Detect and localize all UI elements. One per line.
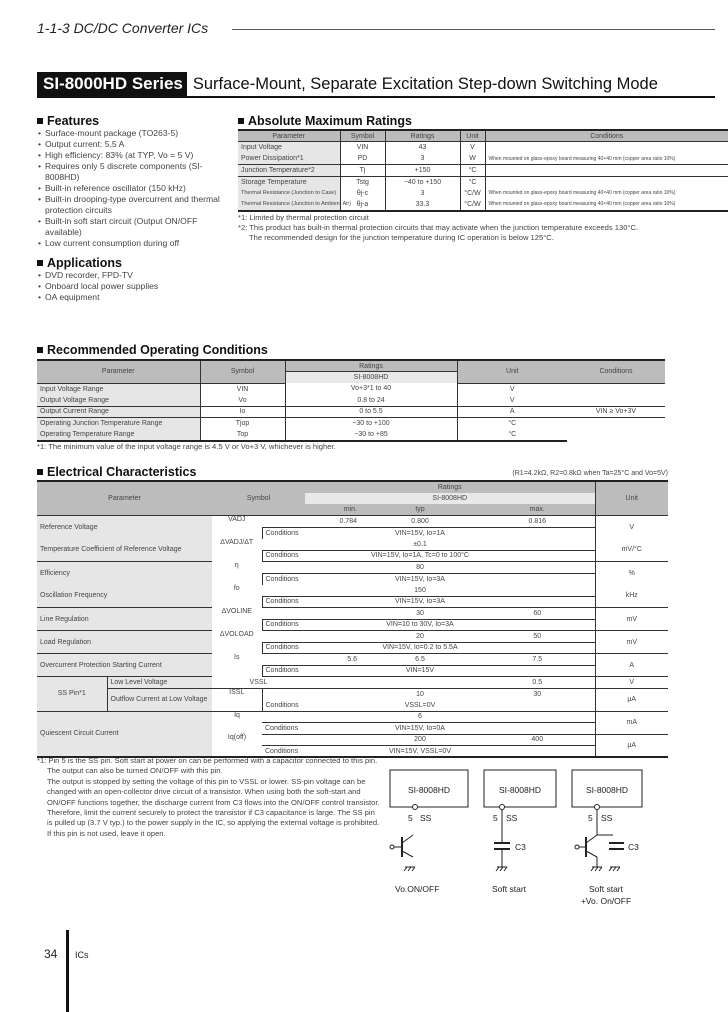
conditions-label: Conditions [262,619,305,631]
table-row [238,188,728,200]
series-name: SI-8000HD Series [37,72,187,96]
pin-terminal-icon [595,805,600,810]
min-value: 5.6 [305,654,360,666]
table-cell: Tjop [200,418,285,430]
table-cell: 0.8 to 24 [285,395,457,407]
symbol: ΔVADJ/ΔT [220,538,254,546]
ss-pin-circuits [380,765,680,910]
rec-op-section [37,343,677,452]
min-value [305,539,360,551]
feature-item: • Requires only 5 discrete components (SI-8008HD) [37,161,232,183]
table-cell [480,550,595,562]
conditions-value: VIN=15V [360,665,480,677]
conditions-label: Conditions [262,700,305,712]
table-cell: Output Current Range [37,406,200,418]
rec-op-table [37,359,665,442]
conditions-value: VIN=15V, Io=3A [360,596,480,608]
feature-item: • High efficiency: 83% (at TYP, Vo = 5 V) [37,150,232,161]
table-cell [485,165,728,177]
table-cell: Tj [340,165,385,177]
table-cell [262,654,305,666]
rec-op-note: *1: The minimum value of the input voltage range is 4.5 V or Vo+3 V, whichever is higher. [37,441,336,451]
features-heading: Features [37,114,232,128]
column-header: SI-8008HD [305,493,595,505]
table-row [37,395,665,407]
table-cell: V [457,383,567,395]
elec-heading: Electrical Characteristics [37,465,677,479]
table-row [238,153,728,165]
max-value: 400 [480,734,595,746]
transistor-capacitor-icon [575,810,624,871]
table-cell: °C/W [460,199,485,211]
transistor-icon [390,835,415,871]
typ-value: ±0.1 [360,539,480,551]
min-value: 0.784 [305,516,360,528]
circuit-caption: Vo.ON/OFF [395,884,440,894]
parameter-name: Quiescent Circuit Current [37,711,212,757]
ic-label: SI-8008HD [585,785,629,795]
typ-value: 200 [360,734,480,746]
conditions-label: Conditions [262,573,305,585]
parameter-name: Reference Voltage [37,516,212,539]
unit: mV [595,631,668,654]
column-header: SI-8008HD [285,372,457,384]
table-row [37,539,668,551]
features-section [37,114,232,303]
typ-value: 150 [360,585,480,597]
capacitor-label: C3 [515,842,526,852]
table-cell [480,746,595,758]
table-cell: °C [457,429,567,441]
table-cell: −30 to +85 [285,429,457,441]
parameter-name: SS Pin*1 [37,677,107,712]
column-header: Parameter [37,481,212,516]
conditions-value: VIN=15V, Io=1A, Tc=0 to 100°C [360,550,480,562]
page-number: 34 [44,947,58,961]
table-cell [262,516,305,528]
table-cell [305,619,360,631]
table-cell [262,608,305,620]
application-item: • DVD recorder, FPD-TV [37,270,232,281]
table-cell: Output Voltage Range [37,395,200,407]
feature-item: • Built-in reference oscillator (150 kHz) [37,183,232,194]
features-list [37,128,232,249]
pin-name: SS [506,813,518,823]
table-row [37,429,665,441]
table-row [238,199,728,211]
table-cell: °C [460,176,485,188]
table-cell [305,700,360,712]
symbol: VADJ [228,516,246,523]
table-row [37,562,668,574]
conditions-value: VIN=15V, Io=0.2 to 5.5A [360,642,480,654]
table-row [238,142,728,154]
table-cell: −30 to +100 [285,418,457,430]
table-cell [485,142,728,154]
pin-number: 5 [588,813,593,823]
table-cell: 43 [385,142,460,154]
table-cell: PD [340,153,385,165]
feature-item: • Built-in soft start circuit (Output ON/OFF available) [37,216,232,238]
table-cell: V [457,395,567,407]
table-cell [567,429,665,441]
symbol: Iq(off) [212,734,262,757]
circuit-caption: Soft start [588,884,624,894]
series-subtitle: Surface-Mount, Separate Excitation Step-down Switching Mode [192,75,658,93]
applications-heading: Applications [37,256,232,270]
parameter-name: Line Regulation [37,608,212,631]
max-value: 7.5 [480,654,595,666]
table-cell [305,723,360,735]
table-row [37,585,668,597]
table-cell [567,418,665,430]
column-header: Conditions [485,130,728,142]
column-header: Parameter [238,130,340,142]
pin-number: 5 [493,813,498,823]
application-item: • OA equipment [37,292,232,303]
table-row [37,383,665,395]
pin-name: SS [601,813,613,823]
footnote: The recommended design for the junction temperature during IC operation is below 125°C. [249,233,554,243]
elec-condition-note: (R1=4.2kΩ, R2=0.8kΩ when Ta=25°C and Vo=5V) [512,470,668,477]
max-value [480,585,595,597]
table-cell: −40 to +150 [385,176,460,188]
application-item: • Onboard local power supplies [37,281,232,292]
table-row [37,654,668,666]
applications-list [37,270,232,303]
ic-label: SI-8008HD [407,785,451,795]
table-cell [305,596,360,608]
table-cell: When mounted on glass-epoxy board measuring 40×40 mm (copper area ratio 10%) [485,153,728,165]
table-row [238,130,728,142]
max-value [480,539,595,551]
circuit-caption: Soft start [492,884,527,894]
table-row [37,631,668,643]
table-row [238,176,728,188]
title-bar [37,72,715,98]
max-value: 0.5 [480,677,595,689]
table-cell: θj-a [340,199,385,211]
conditions-value: VIN=15V, VSSL=0V [360,746,480,758]
table-cell: Thermal Resistance (Junction to Case) [238,188,340,200]
parameter-name: Load Regulation [37,631,212,654]
table-cell: °C [460,165,485,177]
symbol: fo [233,584,240,592]
table-cell [480,700,595,712]
pin-number: 5 [408,813,413,823]
min-value [305,677,360,689]
circuit-soft-start [484,770,556,894]
table-cell [262,688,305,700]
table-cell: V [460,142,485,154]
table-cell [262,539,305,551]
table-cell: Operating Junction Temperature Range [37,418,200,430]
table-row [37,688,668,700]
table-row [238,165,728,177]
table-cell: VIN [340,142,385,154]
parameter-name: Overcurrent Protection Starting Current [37,654,212,677]
table-cell [305,527,360,539]
table-cell: 3 [385,188,460,200]
table-cell: Io [200,406,285,418]
table-cell [567,383,665,395]
rec-op-heading: Recommended Operating Conditions [37,343,677,357]
circuit-caption-2: +Vo. On/OFF [580,896,632,906]
table-row [37,406,665,418]
circuit-soft-start-on-off [572,770,642,906]
unit: V [595,677,668,689]
min-value [305,734,360,746]
column-header: Ratings [305,481,595,493]
max-value: 50 [480,631,595,643]
column-header: Unit [460,130,485,142]
unit: μA [595,734,668,757]
pin-terminal-icon [500,805,505,810]
typ-value: 0.800 [360,516,480,528]
parameter-subname: Outflow Current at Low Voltage [107,688,212,711]
feature-item: • Built-in drooping-type overcurrent and thermal protection circuits [37,194,232,216]
min-value [305,562,360,574]
capacitor-label: C3 [628,842,639,852]
table-cell [305,665,360,677]
elec-section [37,465,677,758]
ss-pin-footnote: *1: Pin 5 is the SS pin. Soft start at power on can be performed with a capacitor connected to this pin. The output can also be turned ON/OFF with this pin. The output is stopped by setting the voltage of this pin to VSSL or lower. SS-pin voltage can be changed with an open-collector drive circuit of a transistor. When using both the soft-start and ON/OFF functions together, the discharge current from C3 flows into the ON/OFF control transistor. Therefore, limit the current securely to protect the transistor if C3 capacitance is large. The SS pin is pulled up (3.7 V typ.) to the power supply in the IC, so applying the external voltage is prohibited. If this pin is not used, leave it open. [37,756,380,838]
section-header: 1-1-3 DC/DC Converter ICs [37,20,209,36]
pin-terminal-icon [413,805,418,810]
min-value [305,711,360,723]
unit: A [595,654,668,677]
table-cell: Input Voltage Range [37,383,200,395]
max-value: 60 [480,608,595,620]
parameter-name: Temperature Coefficient of Reference Voltage [37,539,212,562]
table-cell [567,395,665,407]
table-cell [480,665,595,677]
table-cell: When mounted on glass-epoxy board measuring 40×40 mm (copper area ratio 10%) [485,199,728,211]
elec-table [37,480,668,758]
table-cell: W [460,153,485,165]
typ-value: 10 [416,690,424,698]
max-value: 30 [533,690,542,698]
parameter-name: Efficiency [37,562,212,585]
table-cell: 0 to 5.5 [285,406,457,418]
symbol: ΔVOLINE [221,607,252,615]
conditions-label: Conditions [262,527,305,539]
abs-max-table [238,129,728,212]
ic-label: SI-8008HD [498,785,542,795]
table-cell [480,723,595,735]
min-value [305,631,360,643]
table-cell: Junction Temperature*2 [238,165,340,177]
symbol: Is [234,653,240,661]
column-header: typ [360,504,480,516]
conditions-value: VSSL=0V [360,700,480,712]
typ-value [360,677,480,689]
table-cell: When mounted on glass-epoxy board measuring 40×40 mm (copper area ratio 10%) [485,188,728,200]
table-cell [480,619,595,631]
symbol: ΔVOLOAD [219,630,254,638]
table-cell: °C/W [460,188,485,200]
table-cell [305,550,360,562]
column-header: Unit [595,481,668,516]
unit: V [595,516,668,539]
table-row [37,608,668,620]
conditions-label: Conditions [262,550,305,562]
typ-value: 20 [360,631,480,643]
symbol: η [234,561,239,569]
table-cell: +150 [385,165,460,177]
min-value [305,585,360,597]
table-cell: 33.3 [385,199,460,211]
table-cell [480,527,595,539]
symbol: VSSL [212,677,305,689]
table-cell: Input Voltage [238,142,340,154]
conditions-value: VIN=15V, Io=3A [395,575,445,583]
table-row [37,481,668,493]
footnote: *1: Limited by thermal protection circuit [238,212,369,222]
table-cell [262,631,305,643]
table-cell: °C [457,418,567,430]
typ-value: 6 [360,711,480,723]
parameter-name: Oscillation Frequency [37,585,212,608]
conditions-value: VIN=10 to 30V, Io=3A [360,619,480,631]
column-header: Symbol [212,481,305,516]
feature-item: • Surface-mount package (TO263-5) [37,128,232,139]
symbol: Iq [234,711,240,719]
max-value: 0.816 [480,516,595,528]
circuit-on-off [390,770,468,894]
table-cell: VIN [200,383,285,395]
typ-value: 80 [360,562,480,574]
unit: kHz [595,585,668,608]
abs-max-heading: Absolute Maximum Ratings [238,114,720,128]
table-row [37,360,665,372]
conditions-value: VIN=15V, Io=1A [395,529,445,537]
table-cell: θj-c [340,188,385,200]
table-cell [262,562,305,574]
table-cell [480,596,595,608]
conditions-label: Conditions [262,746,305,758]
symbol: ISSL [212,688,262,711]
table-row [37,516,668,528]
table-cell [262,734,305,746]
conditions-label: Conditions [262,723,305,735]
conditions-value: VIN=15V, Io=0A [360,723,480,735]
table-row [37,418,665,430]
table-cell [262,711,305,723]
min-value [305,688,360,700]
feature-item: • Output current: 5.5 A [37,139,232,150]
unit: mV/°C [595,539,668,562]
abs-max-section [238,114,720,244]
table-cell: 3 [385,153,460,165]
unit: mV [595,608,668,631]
max-value [480,711,595,723]
conditions-label: Conditions [262,596,305,608]
column-header: Ratings [385,130,460,142]
table-cell: Operating Temperature Range [37,429,200,441]
table-cell [480,573,595,585]
column-header: Symbol [340,130,385,142]
table-cell: A [457,406,567,418]
table-cell [485,176,728,188]
conditions-label: Conditions [262,642,305,654]
table-row [37,711,668,723]
column-header: Conditions [567,360,665,383]
table-cell [305,642,360,654]
column-header: Ratings [285,360,457,372]
parameter-subname: Low Level Voltage [107,677,212,689]
table-cell: Power Dissipation*1 [238,153,340,165]
table-row [37,677,668,689]
typ-value: 30 [360,608,480,620]
pin-name: SS [420,813,432,823]
table-cell: VIN ≥ Vo+3V [567,406,665,418]
min-value [305,608,360,620]
column-header: Symbol [200,360,285,383]
unit: % [595,562,668,585]
table-cell: Top [200,429,285,441]
abs-max-notes [238,213,720,244]
header-rule [232,29,715,30]
table-cell [480,642,595,654]
footer-rule [66,930,69,1012]
table-cell [262,585,305,597]
column-header: min. [305,504,360,516]
conditions-label: Conditions [262,665,305,677]
table-cell: Thermal Resistance (Junction to Ambient Air) [238,199,340,211]
unit: mA [595,711,668,734]
table-cell: Vo [200,395,285,407]
table-cell: Vo+3*1 to 40 [285,383,457,395]
footnote: *2: This product has built-in thermal protection circuits that may activate when the junction temperature exceeds 130°C. [238,222,639,232]
table-cell: Tstg [340,176,385,188]
footer-section: ICs [75,950,89,960]
unit: μA [595,688,668,711]
column-header: Unit [457,360,567,383]
max-value [480,562,595,574]
feature-item: • Low current consumption during off [37,238,232,249]
table-cell [305,573,360,585]
table-cell: Storage Temperature [238,176,340,188]
column-header: max. [480,504,595,516]
typ-value: 6.5 [360,654,480,666]
column-header: Parameter [37,360,200,383]
